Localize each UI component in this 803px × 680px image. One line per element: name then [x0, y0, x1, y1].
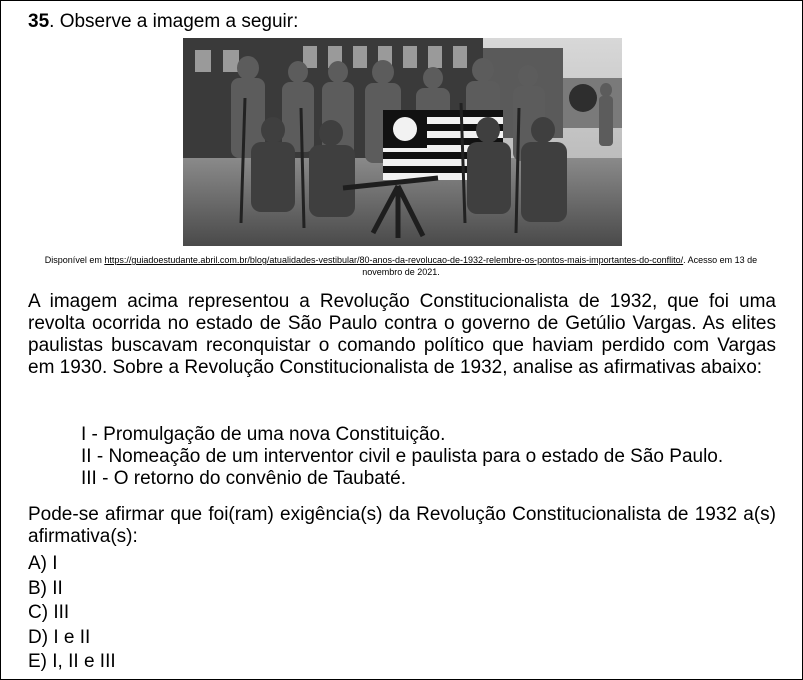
source-link[interactable]: https://guiadoestudante.abril.com.br/blog/atualidades-vestibular/80-anos-da-revolucao-de-1932-relembre-os-pontos-mais-importantes-do-conflito/ [104, 255, 684, 265]
option-b[interactable]: B) II [28, 577, 63, 599]
photo-illustration [183, 38, 622, 246]
statement-item: III - O retorno do convênio de Taubaté. [81, 468, 406, 489]
option-c[interactable]: C) III [28, 602, 70, 623]
question-number: 35 [28, 11, 50, 32]
question-prompt: Pode-se afirmar que foi(ram) exigência(s) da Revolução Constitucionalista de 1932 a(s) afirmativa(s): [28, 504, 776, 547]
context-paragraph: A imagem acima representou a Revolução Constitucionalista de 1932, que foi uma revolta ocorrida no estado de São Paulo contra o governo de Getúlio Vargas. As elites paulistas buscavam reconquistar o comando político que haviam perdido com Vargas em 1930. Sobre a Revolução Constitucionalista de 1932, analise as afirmativas abaixo: [28, 291, 776, 378]
source-suffix: . Acesso em 13 de novembro de 2021. [362, 255, 758, 277]
source-prefix: Disponível em [44, 255, 105, 265]
historical-photo [183, 38, 622, 246]
statement-list [81, 424, 781, 490]
answer-options [28, 552, 116, 675]
question-intro: . Observe a imagem a seguir: [49, 11, 299, 32]
option-d[interactable]: D) I e II [28, 626, 91, 648]
question-title [28, 11, 298, 33]
option-e[interactable]: E) I, II e III [28, 651, 116, 672]
image-source [31, 254, 771, 278]
option-a[interactable]: A) I [28, 553, 58, 574]
statement-item: I - Promulgação de uma nova Constituição. [81, 424, 446, 445]
statement-item: II - Nomeação de um interventor civil e paulista para o estado de São Paulo. [81, 446, 724, 467]
